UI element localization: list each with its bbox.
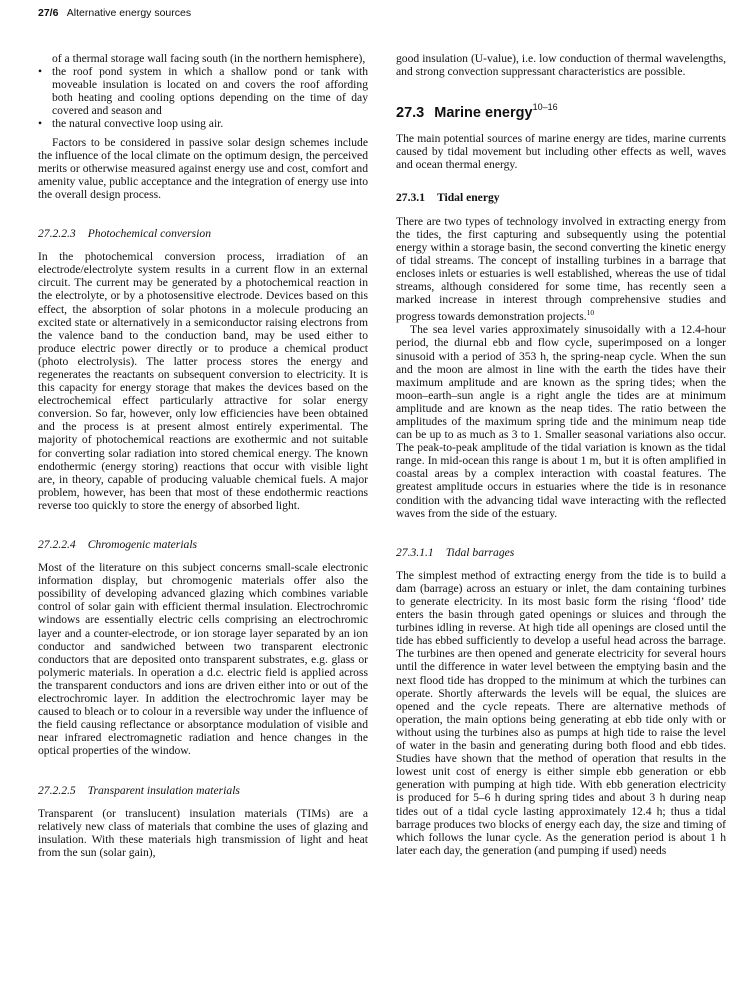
marine-intro-paragraph: The main potential sources of marine energy are tides, marine currents caused by tidal movement but including other effects as well, waves and ocean thermal energy.: [396, 132, 726, 172]
tim-paragraph: Transparent (or translucent) insulation materials (TIMs) are a relatively new class of materials that combine the uses of glazing and insulation. With these materials high transmission of light and heat from the sun (solar gain),: [38, 806, 368, 859]
bullet-icon: •: [38, 117, 43, 131]
running-header: [38, 6, 191, 20]
section-title: Chromogenic materials: [87, 538, 198, 551]
section-title: Transparent insulation materials: [87, 783, 240, 797]
barrage-paragraph: The simplest method of extracting energy from the tide is to build a dam (barrage) across an estuary or inlet, the dam containing turbines to generate electricity. In its most basic form the rising ‘flood’ tide enters the basin through gated openings or sluices and through the turbines idling in reverse. At high tide all openings are closed until the tide has ebbed sufficiently to develop a useful head across the barrage. The turbines are then opened and generate electricity for several hours until the difference in water level between the emptying basin and the next flood tide has dropped to the minimum at which the turbines can operate. Shortly afterwards the levels will be equal, the sluices are opened and the cycle repeats. There are alternative methods of operation, the main options being generating at ebb tide only with or without using the turbines also as pumps at high tide to raise the level of water in the basin and generating during both flood and ebb tides. Studies have shown that the method of operation that results in the lowest unit cost of energy is either simple ebb generation or ebb generation with pumping at high tide. With ebb generation electricity is produced for 5–6 h during spring tides and about 3 h during neap tides out of a tidal cycle lasting approximately 12.4 h; thus a tidal barrage produces two blocks of energy each day, the size and timing of which follows the lunar cycle. As the generation period is about 1 h later each day, the generation (and pumping if used) needs: [396, 568, 726, 857]
photochemical-paragraph: In the photochemical conversion process, irradiation of an electrode/electrolyte system results in a current flow in an external circuit. The current may be generated by a photochemical reaction in the electrolyte, or by a photosensitive electrode. Devices based on this effect, the absorption of solar photons in a molecule producing an excited state or alternatively in a semiconductor raising electrons from the valence band to the conduction band, may be used either to produce electric power directly or to produce a chemical product (photo electrolysis). The latter process stores the energy and regenerates the reactants on subsequent conversion to electricity. It is this capacity for energy storage that makes the devices based on the electrochemical effect particularly attractive for solar energy conversion. So far, however, only low efficiencies have been obtained and the process is at present almost entirely experimental. The majority of photochemical reactions are exothermic and not suitable for converting solar radiation into stored chemical energy. The known endothermic (energy storing) reactions that occur with visible light are, in theory, capable of producing valuable chemical fuels. A major problem, however, has been that most of these endothermic reactions reverse too quickly to store the energy of absorbed light.: [38, 250, 368, 512]
section-title: Marine energy: [434, 105, 533, 122]
right-column: [396, 52, 726, 857]
section-number: 27.2.2.3: [38, 227, 76, 241]
tidal-paragraph-1: [396, 215, 726, 324]
page-number: 27/6: [38, 7, 59, 19]
bullet-list: [38, 65, 368, 130]
reference-marker: 10: [586, 308, 595, 318]
section-title: Tidal energy: [436, 191, 500, 205]
chromogenic-paragraph: Most of the literature on this subject concerns small-scale electronic information display, but chromogenic materials offer also the possibility of developing advanced glazing which combines variable control of solar gain with efficient thermal insulation. Electrochromic windows are essentially electric cells comprising an electrochromic layer and a counter-electrode, or ion storage layer separated by an ion conductor and sandwiched between two transparent electronic conductors that are deposited onto transparent substrates, e.g. glass or polymeric materials. In operation a d.c. electric field is applied across the transparent conductors and ions are driven either into or out of the electrochromic layer. In addition the electrochromic layer may be caused to bleach or to colour in a reversible way under the influence of the field causing reflectance or absorptance modulation of visible and near infrared electromagnetic radiation and hence changes in the optical properties of the window.: [38, 561, 368, 758]
left-column: [38, 52, 368, 859]
continuation-paragraph: good insulation (U-value), i.e. low conduction of thermal wavelengths, and strong convection suppressant characteristics are possible.: [396, 52, 726, 79]
tidal-paragraph-1-text: There are two types of technology involved in extracting energy from the tides, the first capturing and subsequently using the potential energy within a storage basin, the second converting the kinetic energy of tidal streams. The concept of installing turbines in a barrage that encloses inlets or estuaries is well established, whereas the use of tidal streams, although considered for some time, has recently seen a marked increase in interest through comprehensive studies and progress towards demonstration projects.: [396, 214, 726, 324]
section-heading-27-2-2-4: [38, 538, 368, 551]
section-heading-27-2-2-5: [38, 784, 368, 797]
section-number: 27.3: [396, 105, 425, 122]
bullet-text: the roof pond system in which a shallow pond or tank with moveable insulation is located on and covers the roof affording both heating and cooling options depending on the time of day covered and season and: [52, 65, 368, 118]
section-number: 27.2.2.5: [38, 783, 76, 797]
section-refs: 10–16: [532, 102, 558, 113]
section-title: Photochemical conversion: [87, 227, 211, 241]
running-title: Alternative energy sources: [66, 7, 192, 19]
bullet-text: the natural convective loop using air.: [52, 117, 224, 131]
section-heading-27-2-2-3: [38, 227, 368, 240]
section-title: Tidal barrages: [445, 545, 515, 559]
bullet-icon: •: [38, 65, 43, 79]
tidal-paragraph-2: The sea level varies approximately sinusoidally with a 12.4-hour period, the diurnal ebb and flow cycle, superimposed on a longer sinusoid with a period of 353 h, the spring-neap cycle. When the sun and the moon are almost in line with the earth the tides have their maximum amplitude and are known as the spring tides; when the moon–earth–sun angle is a right angle the tides are at minimum amplitude and are known as the neap tides. The ratio between the amplitudes of the maximum spring tide and the minimum neap tide can be up to as much as 3 to 1. Smaller seasonal variations also occur. The peak-to-peak amplitude of the tidal variation is known as the tidal range. In mid-ocean this range is about 1 m, but it is often amplified in coastal areas by a complex interaction with coastal features. The greatest amplitude occurs in estuaries where the tide is in resonance condition with the advancing tidal wave interacting with the reflected waves from the side of the estuary.: [396, 323, 726, 520]
section-number: 27.2.2.4: [38, 538, 76, 551]
section-heading-27-3-1-1: [396, 546, 726, 559]
list-item: [38, 117, 368, 130]
section-number: 27.3.1.1: [396, 545, 434, 559]
section-number: 27.3.1: [396, 191, 425, 205]
section-heading-27-3-1: [396, 191, 726, 204]
list-item: [38, 65, 368, 117]
section-heading-27-3: [396, 98, 726, 122]
factors-paragraph: Factors to be considered in passive solar design schemes include the influence of the local climate on the optimum design, the perceived merits or otherwise measured against energy use and cost, comfort and amenity value, public acceptance and the integration of energy use into the overall design process.: [38, 135, 368, 201]
intro-fragment: of a thermal storage wall facing south (in the northern hemisphere),: [52, 52, 366, 65]
